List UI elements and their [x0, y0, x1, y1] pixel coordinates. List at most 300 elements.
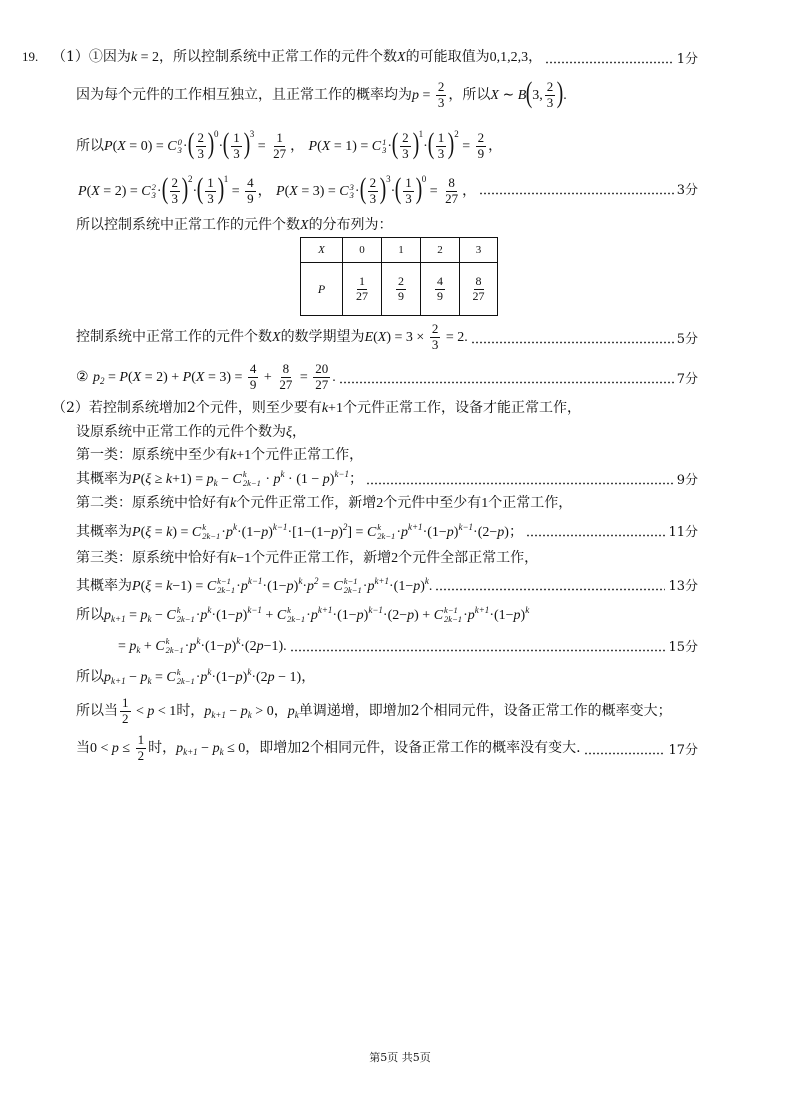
fraction-denominator: 3: [437, 94, 445, 110]
superscript: 1: [418, 129, 424, 140]
math-variable: X: [195, 370, 205, 385]
combination-subscript: 3: [177, 145, 182, 156]
combination-subscript: 2k−1: [217, 585, 236, 595]
large-parenthesis: ): [217, 172, 224, 206]
combination-indices: [444, 606, 462, 624]
math-variable: p: [267, 669, 275, 685]
math-text: ·: [236, 579, 241, 594]
math-variable: p: [322, 471, 330, 487]
score-label: 7分: [676, 371, 698, 387]
math-variable: k: [230, 495, 237, 511]
math-text: ≤: [118, 741, 134, 756]
math-text: (: [127, 370, 133, 385]
math-variable: P: [132, 471, 141, 487]
math-text: ) +: [414, 607, 434, 623]
solution-line-6: [76, 317, 698, 357]
math-variable: C: [371, 139, 382, 155]
combination-subscript: 3: [151, 190, 156, 201]
combination-subscript: 2k−1: [165, 644, 184, 655]
math-variable: P: [132, 525, 141, 540]
text-run: 时，: [176, 703, 205, 719]
math-text: −: [151, 607, 167, 623]
fraction: [430, 322, 441, 352]
math-variable: C: [433, 607, 444, 623]
fraction-numerator: 2: [402, 130, 409, 146]
math-text: ] =: [347, 525, 367, 540]
fraction-denominator: 2: [122, 710, 129, 726]
fraction-numerator: 8: [282, 360, 290, 376]
math-variable: P: [119, 370, 128, 385]
math-text: ·: [218, 139, 224, 155]
text-run: 其概率为: [76, 524, 132, 540]
math-text: ·: [195, 607, 201, 623]
math-variable: p: [310, 607, 318, 623]
math-variable: p: [367, 579, 375, 594]
math-variable: k: [321, 400, 329, 416]
math-variable: p: [189, 638, 197, 654]
combination-subscript: 2k−1: [202, 531, 221, 541]
math-text: ): [268, 525, 273, 540]
fraction-denominator: 3: [402, 145, 409, 161]
math-text: ·: [306, 607, 311, 623]
subscript: k+1: [111, 613, 126, 624]
subscript: k: [219, 747, 224, 757]
text-run: 个元件正常工作，新增: [236, 494, 377, 511]
subscript: k: [136, 644, 141, 655]
math-text: ·(1−: [332, 607, 357, 623]
combination-superscript: k: [176, 604, 181, 615]
math-variable: C: [276, 607, 287, 623]
fraction-denominator: 2: [137, 747, 145, 763]
math-variable: p: [413, 579, 421, 594]
fraction-numerator: 20: [315, 360, 329, 376]
text-run: （1）①因为: [52, 48, 131, 65]
text-run: ，: [488, 138, 503, 155]
superscript: k−1: [458, 522, 474, 532]
math-variable: p: [286, 579, 294, 594]
text-run: 时，: [148, 740, 177, 756]
math-variable: p: [412, 88, 419, 103]
math-variable: X: [377, 330, 387, 345]
math-text: ·(1−: [422, 525, 447, 540]
math-variable: X: [91, 184, 100, 200]
fraction: [443, 176, 460, 206]
superscript: k−1: [368, 604, 383, 615]
text-run: 所以: [76, 606, 104, 623]
math-variable: C: [206, 579, 217, 594]
large-parenthesis: (: [196, 172, 204, 206]
fraction-numerator: 1: [233, 130, 240, 146]
math-variable: C: [167, 139, 177, 155]
math-text: (: [317, 139, 322, 155]
math-text: +: [261, 607, 277, 623]
superscript: k: [207, 604, 212, 615]
dot-leader: [545, 61, 674, 64]
math-text: (: [140, 579, 146, 594]
superscript: k: [280, 468, 285, 479]
subscript: k+1: [211, 710, 226, 720]
math-variable: p: [513, 607, 521, 623]
fraction-denominator: 27: [472, 288, 485, 303]
fraction: [136, 733, 147, 763]
combination-superscript: 1: [382, 136, 387, 147]
text-run: ，: [290, 138, 309, 155]
fraction: [271, 131, 288, 161]
math-text: (: [112, 139, 118, 155]
math-variable: p: [446, 525, 454, 540]
math-variable: p: [261, 525, 269, 540]
math-text: (: [86, 184, 92, 200]
fraction: [436, 131, 447, 161]
fraction-denominator: 3: [405, 190, 412, 206]
combination-superscript: k: [287, 604, 291, 615]
combination-superscript: k: [176, 666, 181, 677]
math-text: ·(2−: [473, 525, 498, 540]
text-run: ，所以控制系统中正常工作的元件个数: [159, 48, 398, 65]
score-label: 9分: [676, 472, 698, 488]
math-text: −: [225, 704, 241, 719]
fraction: [400, 131, 411, 161]
math-text: .: [332, 370, 336, 385]
superscript: k: [525, 604, 530, 615]
superscript: 3: [249, 129, 255, 140]
large-parenthesis: (: [359, 172, 366, 206]
math-text: ): [504, 525, 509, 540]
combination-indices: [344, 577, 362, 595]
fraction: [403, 176, 414, 206]
math-variable: k: [166, 579, 173, 594]
math-variable: C: [166, 669, 176, 685]
math-text: −1) =: [172, 579, 207, 594]
combination-subscript: 2k−1: [176, 675, 195, 686]
superscript: 3: [386, 174, 391, 185]
combination-superscript: k−1: [217, 576, 231, 587]
text-run: 第三类：原系统中恰好有: [76, 549, 230, 566]
math-variable: X: [397, 49, 406, 65]
subscript: k+1: [111, 675, 126, 686]
math-variable: P: [104, 139, 113, 155]
fraction: [205, 176, 216, 206]
large-parenthesis: ): [415, 172, 422, 206]
text-run: 个元件全部正常工作，: [398, 549, 539, 566]
dot-leader: [584, 752, 666, 755]
fraction-denominator: 9: [249, 376, 257, 392]
math-variable: p: [206, 471, 214, 487]
math-text: ·: [354, 184, 360, 200]
dot-leader: [526, 534, 666, 537]
fraction: [170, 176, 181, 206]
math-text: +: [140, 638, 156, 654]
large-parenthesis: ): [207, 127, 215, 161]
math-text: (: [140, 525, 146, 540]
combination-indices: [217, 577, 235, 595]
subscript: k: [294, 710, 299, 720]
math-text: .: [563, 88, 567, 103]
fraction-numerator: 1: [405, 175, 412, 191]
math-text: < 1: [154, 704, 177, 719]
table-row-p: [301, 263, 498, 316]
math-text: 0 <: [90, 741, 112, 756]
table-header-x: X: [301, 238, 343, 263]
text-run: ，: [301, 668, 316, 685]
fraction-numerator: 4: [247, 175, 254, 191]
math-text: = 2: [137, 49, 160, 65]
math-variable: p: [225, 525, 233, 540]
text-run: 单调递增，即增加2个相同元件，设备正常工作的概率变大；: [298, 703, 672, 719]
subscript: k: [147, 675, 152, 686]
fraction-numerator: 2: [477, 130, 485, 146]
math-text: =: [104, 370, 120, 385]
fraction: [231, 131, 242, 161]
superscript: k−1: [334, 468, 350, 479]
math-text: ·: [390, 184, 396, 200]
math-text: 0,1,2,3: [489, 49, 529, 65]
math-text: −: [217, 471, 233, 487]
combination-subscript: 2k−1: [377, 531, 396, 541]
math-variable: p: [204, 704, 212, 719]
large-parenthesis: ): [181, 172, 189, 206]
math-variable: p: [407, 607, 415, 623]
superscript: k: [236, 635, 241, 646]
combination-indices: [287, 606, 305, 624]
math-variable: p: [307, 579, 314, 594]
math-text: =: [254, 139, 270, 155]
math-text: ·(1−: [236, 525, 262, 540]
math-text: ·(2−: [382, 607, 408, 623]
math-variable: p: [235, 607, 243, 623]
large-parenthesis: ): [412, 127, 419, 161]
math-text: ∼: [498, 88, 518, 103]
math-variable: B: [517, 88, 527, 103]
combination-superscript: k: [165, 635, 170, 646]
solution-line-19: [76, 691, 698, 731]
math-variable: X: [272, 330, 281, 345]
math-variable: p: [400, 525, 408, 540]
line-content: [76, 124, 502, 161]
combination-subscript: 2k−1: [176, 613, 195, 624]
text-run: 的数学期望为: [280, 329, 365, 345]
fraction-denominator: 9: [477, 145, 485, 161]
text-run: 个元件正常工作，: [251, 446, 364, 463]
math-text: −1: [236, 550, 252, 566]
fraction-denominator: 3: [207, 190, 214, 206]
fraction-numerator: 2: [546, 78, 554, 94]
score-label: 11分: [668, 524, 698, 540]
text-run: ，: [273, 703, 288, 719]
fraction-numerator: 8: [475, 274, 482, 289]
math-text: = 0) =: [125, 139, 168, 155]
superscript: k+1: [317, 604, 333, 615]
superscript: 1: [223, 174, 229, 185]
text-run: ，所以: [448, 87, 491, 103]
fraction-numerator: 2: [431, 320, 439, 336]
combination-superscript: k−1: [343, 576, 358, 587]
math-variable: P: [182, 370, 192, 385]
fraction-denominator: 27: [279, 376, 293, 392]
math-text: = 3) =: [204, 370, 246, 385]
text-run: 第二类：原系统中恰好有: [76, 494, 230, 511]
dot-leader: [339, 381, 674, 384]
text-run: 设原系统中正常工作的元件个数为: [76, 423, 286, 440]
text-run: ，: [528, 48, 543, 65]
math-text: (: [191, 370, 196, 385]
math-text: = 2) +: [141, 370, 183, 385]
fraction-numerator: 2: [197, 130, 205, 146]
math-text: ): [338, 525, 343, 540]
score-label: 15分: [668, 639, 698, 655]
math-text: ·(1−: [262, 579, 287, 594]
math-text: +1: [328, 400, 343, 416]
math-text: ·: [195, 669, 201, 685]
combination-superscript: 3: [349, 181, 354, 192]
combination-indices: [350, 183, 354, 201]
math-variable: C: [155, 638, 165, 654]
math-variable: p: [104, 607, 111, 623]
line-content: [76, 322, 468, 352]
math-text: ): [453, 525, 459, 540]
superscript: k: [247, 666, 252, 677]
math-variable: C: [166, 607, 176, 623]
fraction-numerator: 8: [448, 175, 455, 191]
subscript: k: [247, 710, 252, 720]
combination-superscript: k−1: [444, 604, 458, 615]
fraction: [354, 275, 370, 303]
math-text: ·: [302, 579, 307, 594]
fraction-denominator: 3: [431, 336, 439, 352]
table-cell: 1: [382, 238, 421, 263]
combination-subscript: 3: [349, 190, 354, 201]
table-cell: 0: [343, 238, 382, 263]
fraction-numerator: 1: [122, 694, 129, 710]
superscript: 2: [314, 576, 319, 586]
text-run: 所以当: [76, 703, 118, 719]
math-variable: p: [140, 607, 148, 623]
combination-indices: [382, 138, 386, 156]
math-variable: p: [147, 704, 155, 719]
text-run: ；: [508, 524, 523, 540]
math-variable: X: [132, 370, 142, 385]
math-variable: p: [256, 638, 264, 654]
combination-subscript: 2k−1: [444, 613, 463, 624]
text-run: 个元件正常工作，新增: [251, 549, 392, 566]
text-run: （2）若控制系统增加2个元件，则至少要有: [52, 399, 322, 416]
math-text: 1: [481, 495, 489, 511]
superscript: k: [298, 576, 303, 586]
math-text: =: [318, 579, 334, 594]
math-variable: C: [339, 184, 349, 200]
fraction: [436, 80, 447, 110]
fraction-numerator: 1: [437, 130, 445, 146]
math-text: 3,: [532, 88, 543, 103]
superscript: k+1: [407, 522, 423, 532]
table-header-p: P: [301, 263, 343, 316]
subscript: k: [147, 613, 152, 624]
math-variable: C: [366, 525, 377, 540]
math-text: +1) =: [172, 471, 207, 487]
math-variable: p: [467, 607, 475, 623]
math-text: +1: [236, 447, 252, 463]
fraction: [245, 176, 256, 206]
fraction: [471, 275, 487, 303]
text-run: 其概率为: [76, 578, 132, 594]
fraction-numerator: 2: [369, 175, 377, 191]
large-parenthesis: ): [379, 172, 387, 206]
fraction-denominator: 3: [546, 94, 554, 110]
text-run: 个正常工作，: [488, 494, 573, 511]
solution-line-18: [76, 656, 698, 696]
math-text: ·(1−: [211, 669, 236, 685]
text-run: 个元件正常工作，设备才能正常工作，: [342, 399, 581, 416]
table-cell: [421, 263, 460, 316]
math-text: =: [125, 607, 141, 623]
fraction-numerator: 1: [207, 175, 214, 191]
math-variable: X: [300, 217, 309, 233]
math-variable: p: [104, 669, 111, 685]
math-variable: E: [364, 330, 374, 345]
math-text: −1).: [263, 638, 287, 654]
dot-leader: [435, 588, 665, 591]
score-label: 17分: [668, 742, 698, 758]
math-text: = 2.: [442, 330, 468, 345]
fraction-denominator: 3: [197, 145, 205, 161]
combination-superscript: 2: [151, 181, 156, 192]
text-run: 第一类：原系统中至少有: [76, 446, 230, 463]
math-text: ): [520, 607, 526, 623]
fraction: [396, 275, 406, 303]
fraction: [545, 80, 556, 110]
large-parenthesis: ): [243, 127, 250, 161]
math-variable: C: [232, 471, 242, 487]
math-variable: p: [93, 370, 101, 385]
math-text: −: [125, 669, 141, 685]
math-variable: p: [140, 669, 148, 685]
math-variable: X: [321, 139, 331, 155]
fraction-denominator: 27: [315, 376, 329, 392]
combination-superscript: k: [377, 522, 382, 533]
math-variable: p: [331, 525, 339, 540]
math-text: ·: [192, 184, 198, 200]
math-variable: P: [132, 579, 141, 594]
math-variable: k: [130, 49, 138, 65]
math-variable: p: [111, 741, 119, 756]
fraction-denominator: 3: [171, 190, 179, 206]
math-text: ·: [221, 525, 226, 540]
math-variable: p: [356, 607, 364, 623]
math-text: ·: [387, 139, 393, 155]
math-text: ·: [261, 471, 274, 487]
text-run: 其概率为: [76, 470, 132, 487]
math-variable: ξ: [145, 471, 152, 487]
math-text: ·(1−: [389, 579, 414, 594]
math-variable: ξ: [145, 525, 152, 540]
math-text: ·(2: [240, 638, 257, 654]
superscript: 0: [214, 129, 219, 140]
fraction: [196, 131, 207, 161]
math-text: ): [242, 669, 248, 685]
math-text: (: [284, 184, 290, 200]
math-variable: P: [78, 184, 87, 200]
fraction-denominator: 9: [398, 288, 404, 303]
math-text: ): [231, 638, 237, 654]
dot-leader: [290, 649, 666, 652]
combination-superscript: k: [242, 468, 247, 479]
math-variable: p: [200, 607, 208, 623]
combination-indices: [177, 668, 195, 686]
superscript: k: [232, 522, 237, 532]
table-cell: 2: [421, 238, 460, 263]
text-run: ；: [349, 470, 364, 487]
score-label: 5分: [676, 331, 698, 347]
